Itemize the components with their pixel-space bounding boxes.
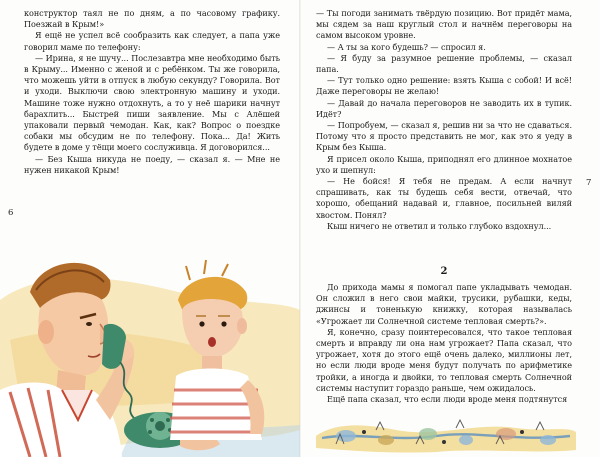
right-page-text-bottom — [316, 282, 572, 405]
paragraph: Я, конечно, сразу поинтересовался, что такое тепловая смерть и вправду ли она нам угрожает? Папа сказал, что угрожает, хотя до этого ещё очень далеко, миллионы лет, но если люди вроде меня будут получать по арифметике тройки, а иногда и двойки, то тепловая смерть Солнечной системы наступит гораздо раньше, чем ожидалось. — [316, 326, 572, 393]
paragraph: — Без Кыша никуда не поеду, — сказал я. — Мне не нужен никакой Крым! — [24, 153, 280, 175]
father-and-son-illustration — [0, 230, 300, 457]
right-page-text-top — [316, 8, 572, 232]
paragraph: Кыш ничего не ответил и только глубоко вздохнул... — [327, 220, 552, 231]
decorative-strip-illustration — [316, 414, 576, 454]
paragraph: — Давай до начала переговоров не заводить их в тупик. Идёт? — [316, 97, 572, 119]
paragraph: — Тут только одно решение: взять Кыша с собой! И всё! Даже переговоры не желаю! — [316, 75, 572, 97]
paragraph: — Попробуем, — сказал я, решив ни за что не сдаваться. Потому что я просто представить не мог, как это я уеду в Крым без Кыша. — [316, 120, 572, 153]
paragraph: До прихода мамы я помогал папе укладывать чемодан. Он сложил в него свои майки, трусики, рубашки, кеды, джинсы и тоненькую книжку, которая называлась «Угрожает ли Солнечной системе тепловая смерть?». — [316, 282, 572, 326]
paragraph: Я ещё не успел всё сообразить как следует, а папа уже говорил маме по телефону: — [24, 30, 280, 52]
paragraph: Ещё папа сказал, что если люди вроде меня подтянутся — [327, 394, 568, 405]
paragraph: конструктор таял не по дням, а по часовому графику. Поезжай в Крым!» — [24, 8, 280, 30]
page-number-left: 6 — [8, 208, 14, 218]
paragraph: Я присел около Кыша, приподнял его длинное мохнатое ухо и шепнул: — [316, 153, 572, 175]
paragraph: — А ты за кого будешь? — спросил я. — [327, 41, 486, 52]
paragraph: — Ирина, я не шучу... Послезавтра мне необходимо быть в Крыму... Именно с женой и с ребёнком. Ты же говорила, что можешь уйти в отпуск в любую секунду? Говорила. Вот и уходи. Выключи свою электронную машину и уходи. Машине тоже нужно отдохнуть, а то у неё шарики начнут барахлить... Быстрей пиши заявление. Мы с Алёшей упаковали первый чемодан. Как, как? Вопрос о поездке собаки мы обсудим не по телефону. Пока... Да! Жить будете в доме у тёщи моего сослуживца. Я договорился... — [24, 52, 280, 153]
page-number-right: 7 — [586, 178, 592, 188]
chapter-number: 2 — [440, 266, 448, 277]
paragraph: — Не бойся! Я тебя не предам. А если начнут спрашивать, как ты будешь себя вести, отвечай, что хорошо, обещаний надавай и, главное, посильней виляй хвостом. Понял? — [316, 176, 572, 220]
paragraph: — Ты погоди занимать твёрдую позицию. Вот придёт мама, мы сядем за наш круглый стол и начнём переговоры на самом высоком уровне. — [316, 8, 572, 41]
paragraph: — Я буду за разумное решение проблемы, — сказал папа. — [316, 52, 572, 75]
left-page-text — [24, 8, 280, 176]
